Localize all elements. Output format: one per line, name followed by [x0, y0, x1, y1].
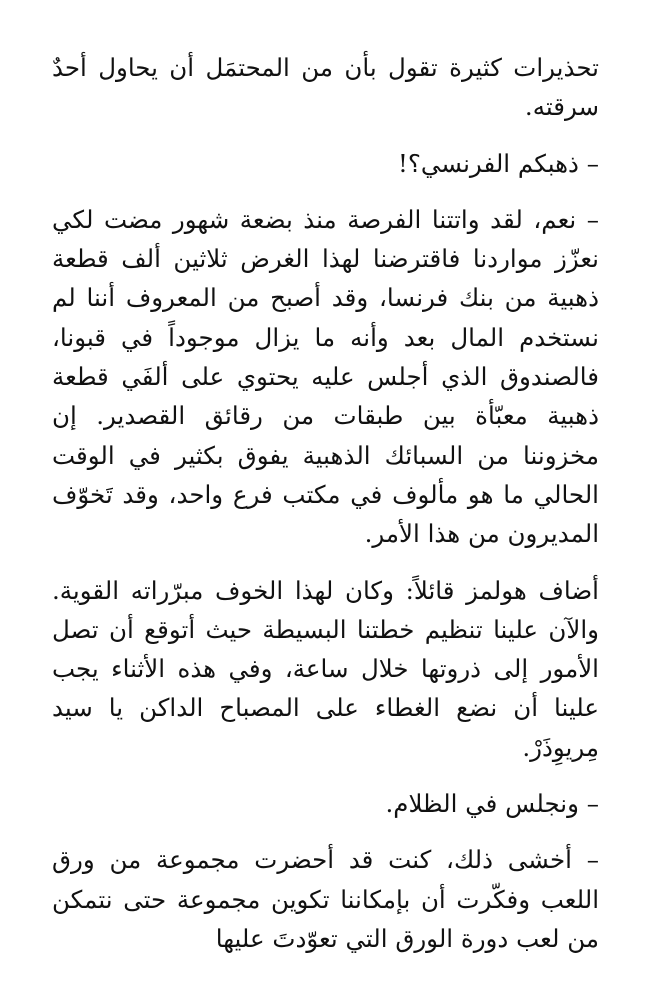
paragraph-warnings: تحذيرات كثيرة تقول بأن من المحتمَل أن يحاول أحدٌ سرقته. [52, 53, 599, 122]
dialog-playing-cards: – أخشى ذلك، كنت قد أحضرت مجموعة من ورق اللعب وفكّرت أن بإمكاننا تكوين مجموعة حتى نتمكن من لعب دورة الورق التي تعوّدتَ عليها [52, 845, 599, 953]
paragraph-holmes-plan: أضاف هولمز قائلاً: وكان لهذا الخوف مبرّراته القوية. والآن علينا تنظيم خطتنا البسيطة حيث أتوقع أن تصل الأمور إلى ذروتها خلال ساعة، وفي هذه الأثناء يجب علينا أن نضع الغطاء على المصباح الداكن يا سيد مِريوِذَرْ. [52, 575, 599, 762]
dialog-sit-in-dark: – ونجلس في الظلام. [385, 789, 599, 819]
dialog-gold-explanation: – نعم، لقد واتتنا الفرصة منذ بضعة شهور مضت لكي نعزّز مواردنا فاقترضنا لهذا الغرض ثلاثين ألف قطعة ذهبية من بنك فرنسا، وقد أصبح من المعروف أننا لم نستخدم المال بعد وأنه ما يزال موجوداً في قبونا، فالصندوق الذي أجلس عليه يحتوي على ألفَي قطعة ذهبية معبّأة بين طبقات من رقائق القصدير. إن مخزوننا من السبائك الذهبية يفوق بكثير في الوقت الحالي ما هو مألوف في مكتب فرع واحد، وقد تَخوّف المديرون من هذا الأمر. [52, 204, 599, 549]
dialog-french-gold-question: – ذهبكم الفرنسي؟! [397, 148, 599, 178]
